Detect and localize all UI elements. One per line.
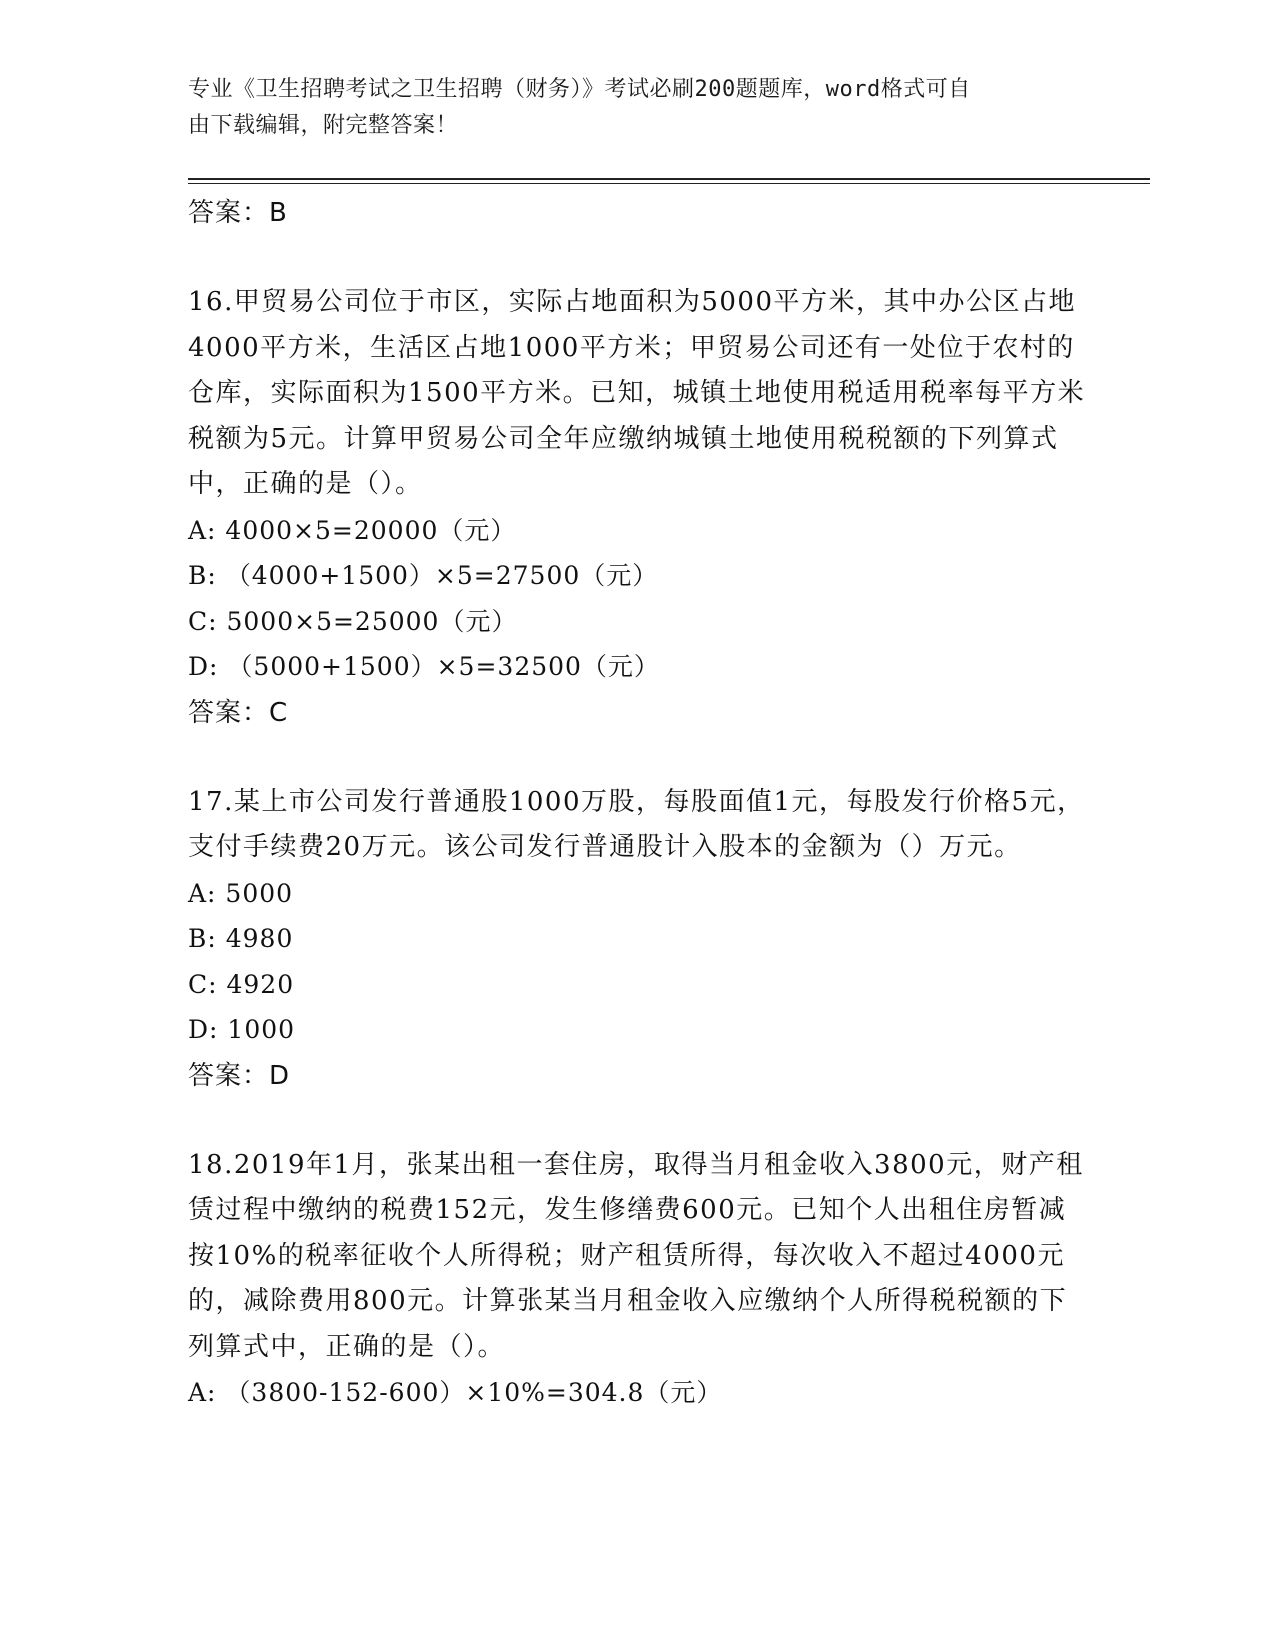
question-17-text: 17.某上市公司发行普通股1000万股，每股面值1元，每股发行价格5元，支付手续费20万元。该公司发行普通股计入股本的金额为（）万元。 <box>188 786 1085 862</box>
header-rule-thin <box>188 183 1150 184</box>
previous-answer: 答案：B <box>188 198 288 228</box>
question-17-answer: 答案：D <box>188 1060 291 1091</box>
question-16-option-c: C: 5000×5=25000（元） <box>188 606 518 636</box>
page-header <box>188 72 1068 144</box>
question-content <box>188 190 1088 1416</box>
question-18-option-a: A: （3800-152-600）×10%=304.8（元） <box>188 1378 723 1407</box>
header-line-2: 由下载编辑，附完整答案！ <box>188 113 459 138</box>
header-line-1: 专业《卫生招聘考试之卫生招聘（财务）》考试必刷200题题库，word格式可自 <box>188 77 971 102</box>
question-17-option-c: C: 4920 <box>188 969 295 999</box>
header-rule-thick <box>188 178 1150 180</box>
question-16-text: 16.甲贸易公司位于市区，实际占地面积为5000平方米，其中办公区占地4000平方米，生活区占地1000平方米；甲贸易公司还有一处位于农村的仓库，实际面积为1500平方米。已知，城镇土地使用税适用税率每平方米税额为5元。计算甲贸易公司全年应缴纳城镇土地使用税税额的下列算式中，正确的是（）。 <box>188 287 1086 499</box>
question-16 <box>188 280 1088 736</box>
question-17-option-d: D: 1000 <box>188 1015 296 1044</box>
question-17 <box>188 780 1088 1099</box>
question-18-text: 18.2019年1月，张某出租一套住房，取得当月租金收入3800元，财产租赁过程中缴纳的税费152元，发生修缮费600元。已知个人出租住房暂减按10%的税率征收个人所得税；财产租赁所得，每次收入不超过4000元的，减除费用800元。计算张某当月租金收入应缴纳个人所得税税额的下列算式中，正确的是（）。 <box>188 1149 1084 1362</box>
question-18 <box>188 1143 1088 1416</box>
question-17-option-b: B: 4980 <box>188 924 294 953</box>
question-16-option-b: B: （4000+1500）×5=27500（元） <box>188 561 659 590</box>
question-16-option-a: A: 4000×5=20000（元） <box>188 515 517 545</box>
question-16-answer: 答案：C <box>188 697 289 728</box>
question-17-option-a: A: 5000 <box>188 878 294 908</box>
question-16-option-d: D: （5000+1500）×5=32500（元） <box>188 652 660 681</box>
